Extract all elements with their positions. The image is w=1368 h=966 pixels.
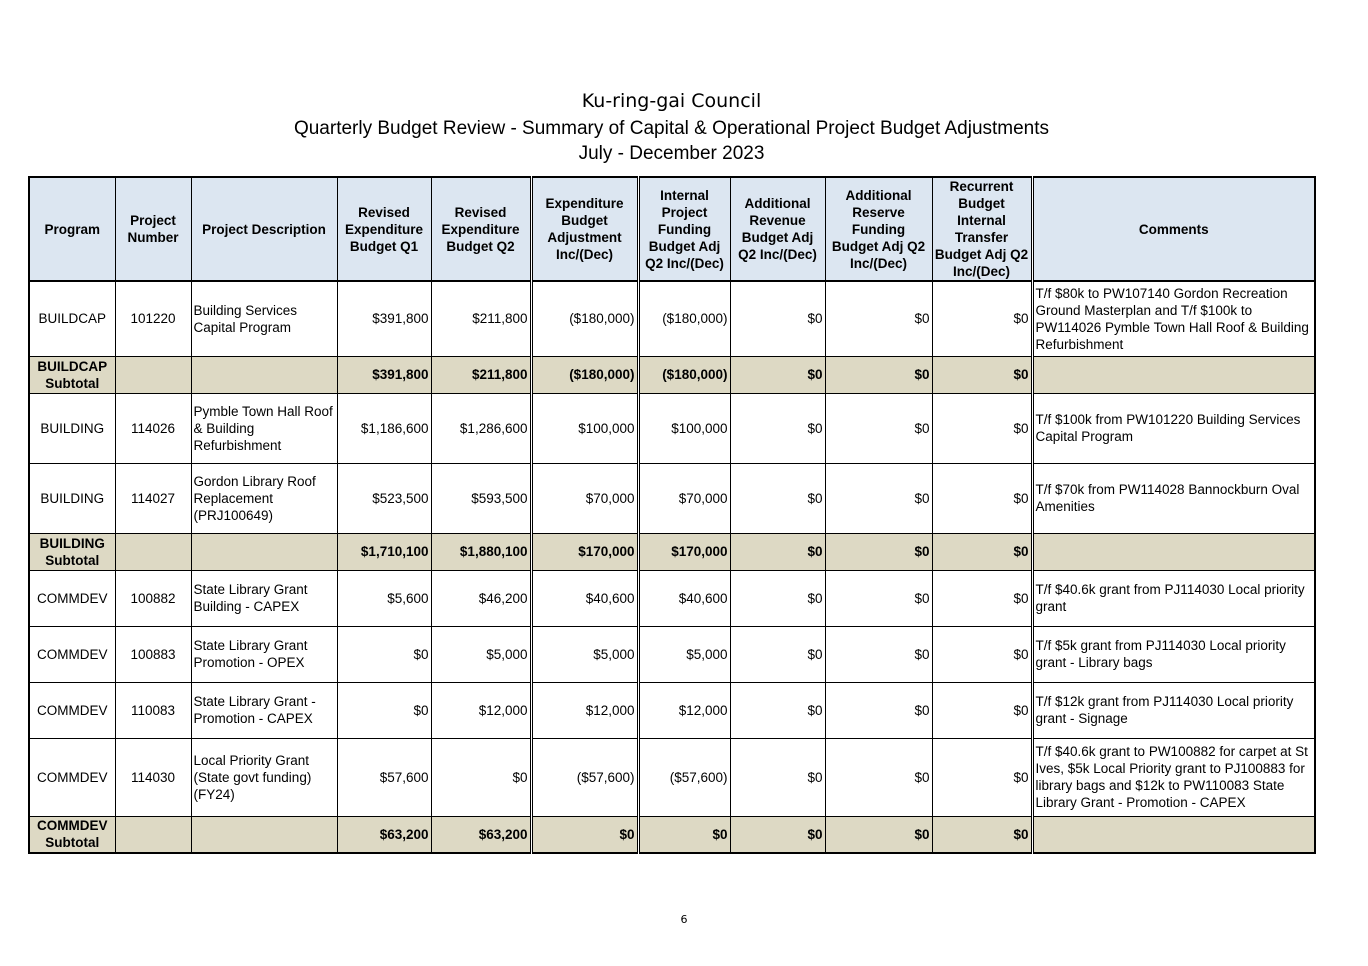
revised-q2-cell: $1,880,100 xyxy=(431,533,531,570)
col-header-program: Program xyxy=(29,177,115,281)
table-row xyxy=(29,393,1315,463)
additional-revenue-cell: $0 xyxy=(730,533,825,570)
project-number-cell xyxy=(115,356,191,393)
internal-funding-cell: $100,000 xyxy=(638,393,730,463)
project-number-cell: 101220 xyxy=(115,281,191,356)
project-description-cell: Local Priority Grant (State govt funding) (FY24) xyxy=(191,738,337,816)
table-row xyxy=(29,463,1315,533)
project-number-cell: 100883 xyxy=(115,626,191,682)
internal-funding-cell: $170,000 xyxy=(638,533,730,570)
program-cell: BUILDCAP xyxy=(29,281,115,356)
expenditure-adjustment-cell: $12,000 xyxy=(531,682,638,738)
subtotal-row xyxy=(29,816,1315,853)
revised-q2-cell: $211,800 xyxy=(431,356,531,393)
project-description-cell: State Library Grant Building - CAPEX xyxy=(191,570,337,626)
additional-reserve-cell: $0 xyxy=(825,738,932,816)
additional-reserve-cell: $0 xyxy=(825,816,932,853)
recurrent-transfer-cell: $0 xyxy=(932,356,1032,393)
recurrent-transfer-cell: $0 xyxy=(932,626,1032,682)
recurrent-transfer-cell: $0 xyxy=(932,533,1032,570)
revised-q1-cell: $1,710,100 xyxy=(337,533,431,570)
additional-revenue-cell: $0 xyxy=(730,626,825,682)
comment-cell: T/f $12k grant from PJ114030 Local priority grant - Signage xyxy=(1032,682,1315,738)
comment-cell: T/f $100k from PW101220 Building Services Capital Program xyxy=(1032,393,1315,463)
col-header-internal-funding: Internal Project Funding Budget Adj Q2 Inc/(Dec) xyxy=(638,177,730,281)
col-header-expenditure-adjustment: Expenditure Budget Adjustment Inc/(Dec) xyxy=(531,177,638,281)
revised-q2-cell: $12,000 xyxy=(431,682,531,738)
expenditure-adjustment-cell: ($180,000) xyxy=(531,356,638,393)
project-description-cell: State Library Grant - Promotion - CAPEX xyxy=(191,682,337,738)
project-description-cell: State Library Grant Promotion - OPEX xyxy=(191,626,337,682)
revised-q1-cell: $523,500 xyxy=(337,463,431,533)
program-cell: COMMDEV Subtotal xyxy=(29,816,115,853)
additional-reserve-cell: $0 xyxy=(825,682,932,738)
page-number: 6 xyxy=(680,913,688,926)
comment-cell: T/f $80k to PW107140 Gordon Recreation Ground Masterplan and T/f $100k to PW114026 Pymble Town Hall Roof & Building Refurbishment xyxy=(1032,281,1315,356)
col-header-additional-reserve: Additional Reserve Funding Budget Adj Q2 Inc/(Dec) xyxy=(825,177,932,281)
project-description-cell xyxy=(191,816,337,853)
project-number-cell: 100882 xyxy=(115,570,191,626)
subtotal-row xyxy=(29,356,1315,393)
expenditure-adjustment-cell: $0 xyxy=(531,816,638,853)
comment-cell: T/f $70k from PW114028 Bannockburn Oval Amenities xyxy=(1032,463,1315,533)
revised-q2-cell: $211,800 xyxy=(431,281,531,356)
internal-funding-cell: $12,000 xyxy=(638,682,730,738)
project-number-cell xyxy=(115,533,191,570)
additional-revenue-cell: $0 xyxy=(730,570,825,626)
recurrent-transfer-cell: $0 xyxy=(932,570,1032,626)
revised-q1-cell: $1,186,600 xyxy=(337,393,431,463)
additional-revenue-cell: $0 xyxy=(730,738,825,816)
recurrent-transfer-cell: $0 xyxy=(932,393,1032,463)
internal-funding-cell: $40,600 xyxy=(638,570,730,626)
col-header-recurrent-transfer: Recurrent Budget Internal Transfer Budget Adj Q2 Inc/(Dec) xyxy=(932,177,1032,281)
expenditure-adjustment-cell: ($180,000) xyxy=(531,281,638,356)
additional-revenue-cell: $0 xyxy=(730,816,825,853)
additional-reserve-cell: $0 xyxy=(825,570,932,626)
project-description-cell xyxy=(191,356,337,393)
report-period: July - December 2023 xyxy=(578,143,765,164)
recurrent-transfer-cell: $0 xyxy=(932,281,1032,356)
comment-cell xyxy=(1032,533,1315,570)
project-description-cell xyxy=(191,533,337,570)
revised-q2-cell: $593,500 xyxy=(431,463,531,533)
comment-cell xyxy=(1032,816,1315,853)
internal-funding-cell: ($57,600) xyxy=(638,738,730,816)
report-title: Quarterly Budget Review - Summary of Capital & Operational Project Budget Adjustments xyxy=(293,118,1050,139)
recurrent-transfer-cell: $0 xyxy=(932,816,1032,853)
program-cell: BUILDING xyxy=(29,393,115,463)
revised-q2-cell: $5,000 xyxy=(431,626,531,682)
recurrent-transfer-cell: $0 xyxy=(932,738,1032,816)
col-header-revised-q1: Revised Expenditure Budget Q1 xyxy=(337,177,431,281)
additional-revenue-cell: $0 xyxy=(730,356,825,393)
revised-q1-cell: $5,600 xyxy=(337,570,431,626)
table-row xyxy=(29,682,1315,738)
additional-reserve-cell: $0 xyxy=(825,393,932,463)
program-cell: COMMDEV xyxy=(29,570,115,626)
expenditure-adjustment-cell: $100,000 xyxy=(531,393,638,463)
project-description-cell: Building Services Capital Program xyxy=(191,281,337,356)
project-number-cell: 114027 xyxy=(115,463,191,533)
additional-reserve-cell: $0 xyxy=(825,356,932,393)
subtotal-row xyxy=(29,533,1315,570)
col-header-additional-revenue: Additional Revenue Budget Adj Q2 Inc/(Dec) xyxy=(730,177,825,281)
table-row xyxy=(29,626,1315,682)
revised-q2-cell: $0 xyxy=(431,738,531,816)
project-description-cell: Pymble Town Hall Roof & Building Refurbishment xyxy=(191,393,337,463)
revised-q1-cell: $0 xyxy=(337,682,431,738)
revised-q2-cell: $1,286,600 xyxy=(431,393,531,463)
comment-cell xyxy=(1032,356,1315,393)
additional-revenue-cell: $0 xyxy=(730,281,825,356)
additional-reserve-cell: $0 xyxy=(825,533,932,570)
project-description-cell: Gordon Library Roof Replacement (PRJ100649) xyxy=(191,463,337,533)
recurrent-transfer-cell: $0 xyxy=(932,682,1032,738)
internal-funding-cell: ($180,000) xyxy=(638,281,730,356)
revised-q1-cell: $391,800 xyxy=(337,356,431,393)
table-row xyxy=(29,570,1315,626)
project-number-cell xyxy=(115,816,191,853)
program-cell: COMMDEV xyxy=(29,738,115,816)
revised-q1-cell: $63,200 xyxy=(337,816,431,853)
table-header-row xyxy=(29,177,1315,281)
col-header-comments: Comments xyxy=(1032,177,1315,281)
col-header-project-number: Project Number xyxy=(115,177,191,281)
expenditure-adjustment-cell: $5,000 xyxy=(531,626,638,682)
internal-funding-cell: $0 xyxy=(638,816,730,853)
revised-q1-cell: $0 xyxy=(337,626,431,682)
table-row xyxy=(29,281,1315,356)
additional-reserve-cell: $0 xyxy=(825,281,932,356)
expenditure-adjustment-cell: ($57,600) xyxy=(531,738,638,816)
council-name: Ku-ring-gai Council xyxy=(581,90,762,112)
project-number-cell: 110083 xyxy=(115,682,191,738)
program-cell: COMMDEV xyxy=(29,682,115,738)
internal-funding-cell: ($180,000) xyxy=(638,356,730,393)
internal-funding-cell: $5,000 xyxy=(638,626,730,682)
revised-q1-cell: $57,600 xyxy=(337,738,431,816)
additional-revenue-cell: $0 xyxy=(730,682,825,738)
expenditure-adjustment-cell: $70,000 xyxy=(531,463,638,533)
budget-adjustments-table xyxy=(28,176,1316,854)
comment-cell: T/f $40.6k grant to PW100882 for carpet at St Ives, $5k Local Priority grant to PJ100883 for library bags and $12k to PW110083 State Library Grant - Promotion - CAPEX xyxy=(1032,738,1315,816)
program-cell: COMMDEV xyxy=(29,626,115,682)
comment-cell: T/f $5k grant from PJ114030 Local priority grant - Library bags xyxy=(1032,626,1315,682)
expenditure-adjustment-cell: $170,000 xyxy=(531,533,638,570)
revised-q1-cell: $391,800 xyxy=(337,281,431,356)
additional-reserve-cell: $0 xyxy=(825,463,932,533)
revised-q2-cell: $46,200 xyxy=(431,570,531,626)
table-row xyxy=(29,738,1315,816)
expenditure-adjustment-cell: $40,600 xyxy=(531,570,638,626)
additional-reserve-cell: $0 xyxy=(825,626,932,682)
additional-revenue-cell: $0 xyxy=(730,463,825,533)
project-number-cell: 114030 xyxy=(115,738,191,816)
col-header-project-description: Project Description xyxy=(191,177,337,281)
col-header-revised-q2: Revised Expenditure Budget Q2 xyxy=(431,177,531,281)
additional-revenue-cell: $0 xyxy=(730,393,825,463)
comment-cell: T/f $40.6k grant from PJ114030 Local priority grant xyxy=(1032,570,1315,626)
revised-q2-cell: $63,200 xyxy=(431,816,531,853)
project-number-cell: 114026 xyxy=(115,393,191,463)
program-cell: BUILDING Subtotal xyxy=(29,533,115,570)
program-cell: BUILDING xyxy=(29,463,115,533)
internal-funding-cell: $70,000 xyxy=(638,463,730,533)
program-cell: BUILDCAP Subtotal xyxy=(29,356,115,393)
recurrent-transfer-cell: $0 xyxy=(932,463,1032,533)
